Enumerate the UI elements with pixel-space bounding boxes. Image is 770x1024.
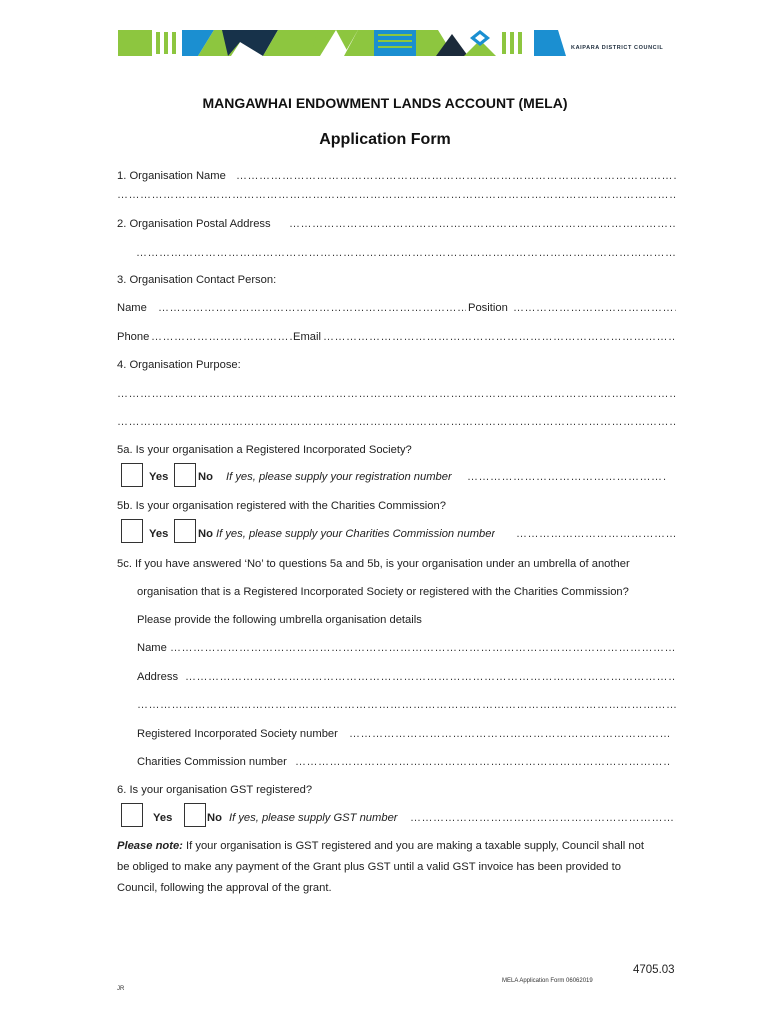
umbrella-address-field[interactable] — [185, 670, 676, 684]
contact-name-field[interactable] — [158, 301, 466, 315]
q5a-yes-checkbox[interactable] — [121, 463, 143, 487]
org-name-field[interactable] — [236, 169, 676, 183]
document-subtitle: Application Form — [319, 131, 451, 148]
gst-note-line1 — [117, 839, 644, 853]
q5a-no-label: No — [198, 471, 213, 483]
q6-yes-label: Yes — [153, 812, 173, 824]
q6-no-label: No — [207, 812, 222, 824]
umbrella-address-label: Address — [137, 671, 179, 683]
umbrella-charities-number-label: Charities Commission number — [137, 756, 287, 768]
gst-note-lead: Please note: — [117, 840, 183, 852]
q5a-registration-number-field[interactable] — [467, 470, 667, 484]
q5c-question-line1: 5c. If you have answered ‘No’ to questions 5a and 5b, is your organisation under an umbrella of another — [117, 558, 630, 570]
contact-phone-field[interactable] — [151, 330, 293, 344]
contact-position-label: Position — [468, 302, 508, 314]
council-banner-graphic — [118, 30, 668, 56]
gst-number-field[interactable] — [410, 811, 676, 825]
q5a-label: 5a. Is your organisation a Registered Incorporated Society? — [117, 444, 412, 456]
q6-yes-checkbox[interactable] — [121, 803, 143, 827]
gst-note-line3: Council, following the approval of the grant. — [117, 882, 332, 894]
author-initials: JR — [117, 986, 125, 992]
umbrella-reg-number-label: Registered Incorporated Society number — [137, 728, 338, 740]
q5b-charities-number-field[interactable] — [516, 527, 676, 541]
q5b-label: 5b. Is your organisation registered with the Charities Commission? — [117, 500, 446, 512]
postal-address-field[interactable] — [289, 217, 676, 231]
q5c-instructions: Please provide the following umbrella organisation details — [137, 614, 422, 626]
umbrella-address-field-line2[interactable] — [137, 698, 676, 712]
q6-label: 6. Is your organisation GST registered? — [117, 784, 313, 796]
contact-email-label: Email — [293, 331, 321, 343]
org-purpose-field-line1[interactable] — [117, 387, 676, 401]
q6-no-checkbox[interactable] — [184, 803, 206, 827]
contact-person-label: 3. Organisation Contact Person: — [117, 274, 277, 286]
q5a-no-checkbox[interactable] — [174, 463, 196, 487]
contact-name-label: Name — [117, 302, 147, 314]
q5a-note: If yes, please supply your registration number — [226, 471, 452, 483]
contact-phone-label: Phone — [117, 331, 150, 343]
q5b-no-label: No — [198, 528, 213, 540]
org-purpose-field-line2[interactable] — [117, 415, 676, 429]
umbrella-name-field[interactable] — [170, 641, 676, 655]
document-title: MANGAWHAI ENDOWMENT LANDS ACCOUNT (MELA) — [202, 95, 568, 111]
gst-note-text1: If your organisation is GST registered and you are making a taxable supply, Council shall not — [182, 840, 644, 852]
q5b-no-checkbox[interactable] — [174, 519, 196, 543]
council-name: KAIPARA DISTRICT COUNCIL — [571, 45, 664, 51]
org-purpose-label: 4. Organisation Purpose: — [117, 359, 241, 371]
q5b-yes-label: Yes — [149, 528, 169, 540]
q6-note: If yes, please supply GST number — [229, 812, 398, 824]
form-reference: MELA Application Form 06062019 — [502, 978, 593, 984]
q5a-yes-label: Yes — [149, 471, 169, 483]
q5c-question-line2: organisation that is a Registered Incorporated Society or registered with the Charities Commission? — [137, 586, 629, 598]
umbrella-charities-number-field[interactable] — [295, 755, 671, 769]
org-name-field-line2[interactable] — [117, 188, 676, 202]
umbrella-name-label: Name — [137, 642, 167, 654]
gst-note-line2: be obliged to make any payment of the Grant plus GST until a valid GST invoice has been provided to — [117, 861, 621, 873]
document-number: 4705.03 — [633, 964, 675, 976]
contact-email-field[interactable] — [323, 330, 676, 344]
contact-position-field[interactable] — [513, 301, 676, 315]
q5b-yes-checkbox[interactable] — [121, 519, 143, 543]
postal-address-label: 2. Organisation Postal Address — [117, 218, 271, 230]
q5b-note: If yes, please supply your Charities Commission number — [216, 528, 496, 540]
postal-address-field-line2[interactable] — [136, 246, 676, 260]
org-name-label: 1. Organisation Name — [117, 170, 226, 182]
umbrella-reg-number-field[interactable] — [349, 727, 671, 741]
